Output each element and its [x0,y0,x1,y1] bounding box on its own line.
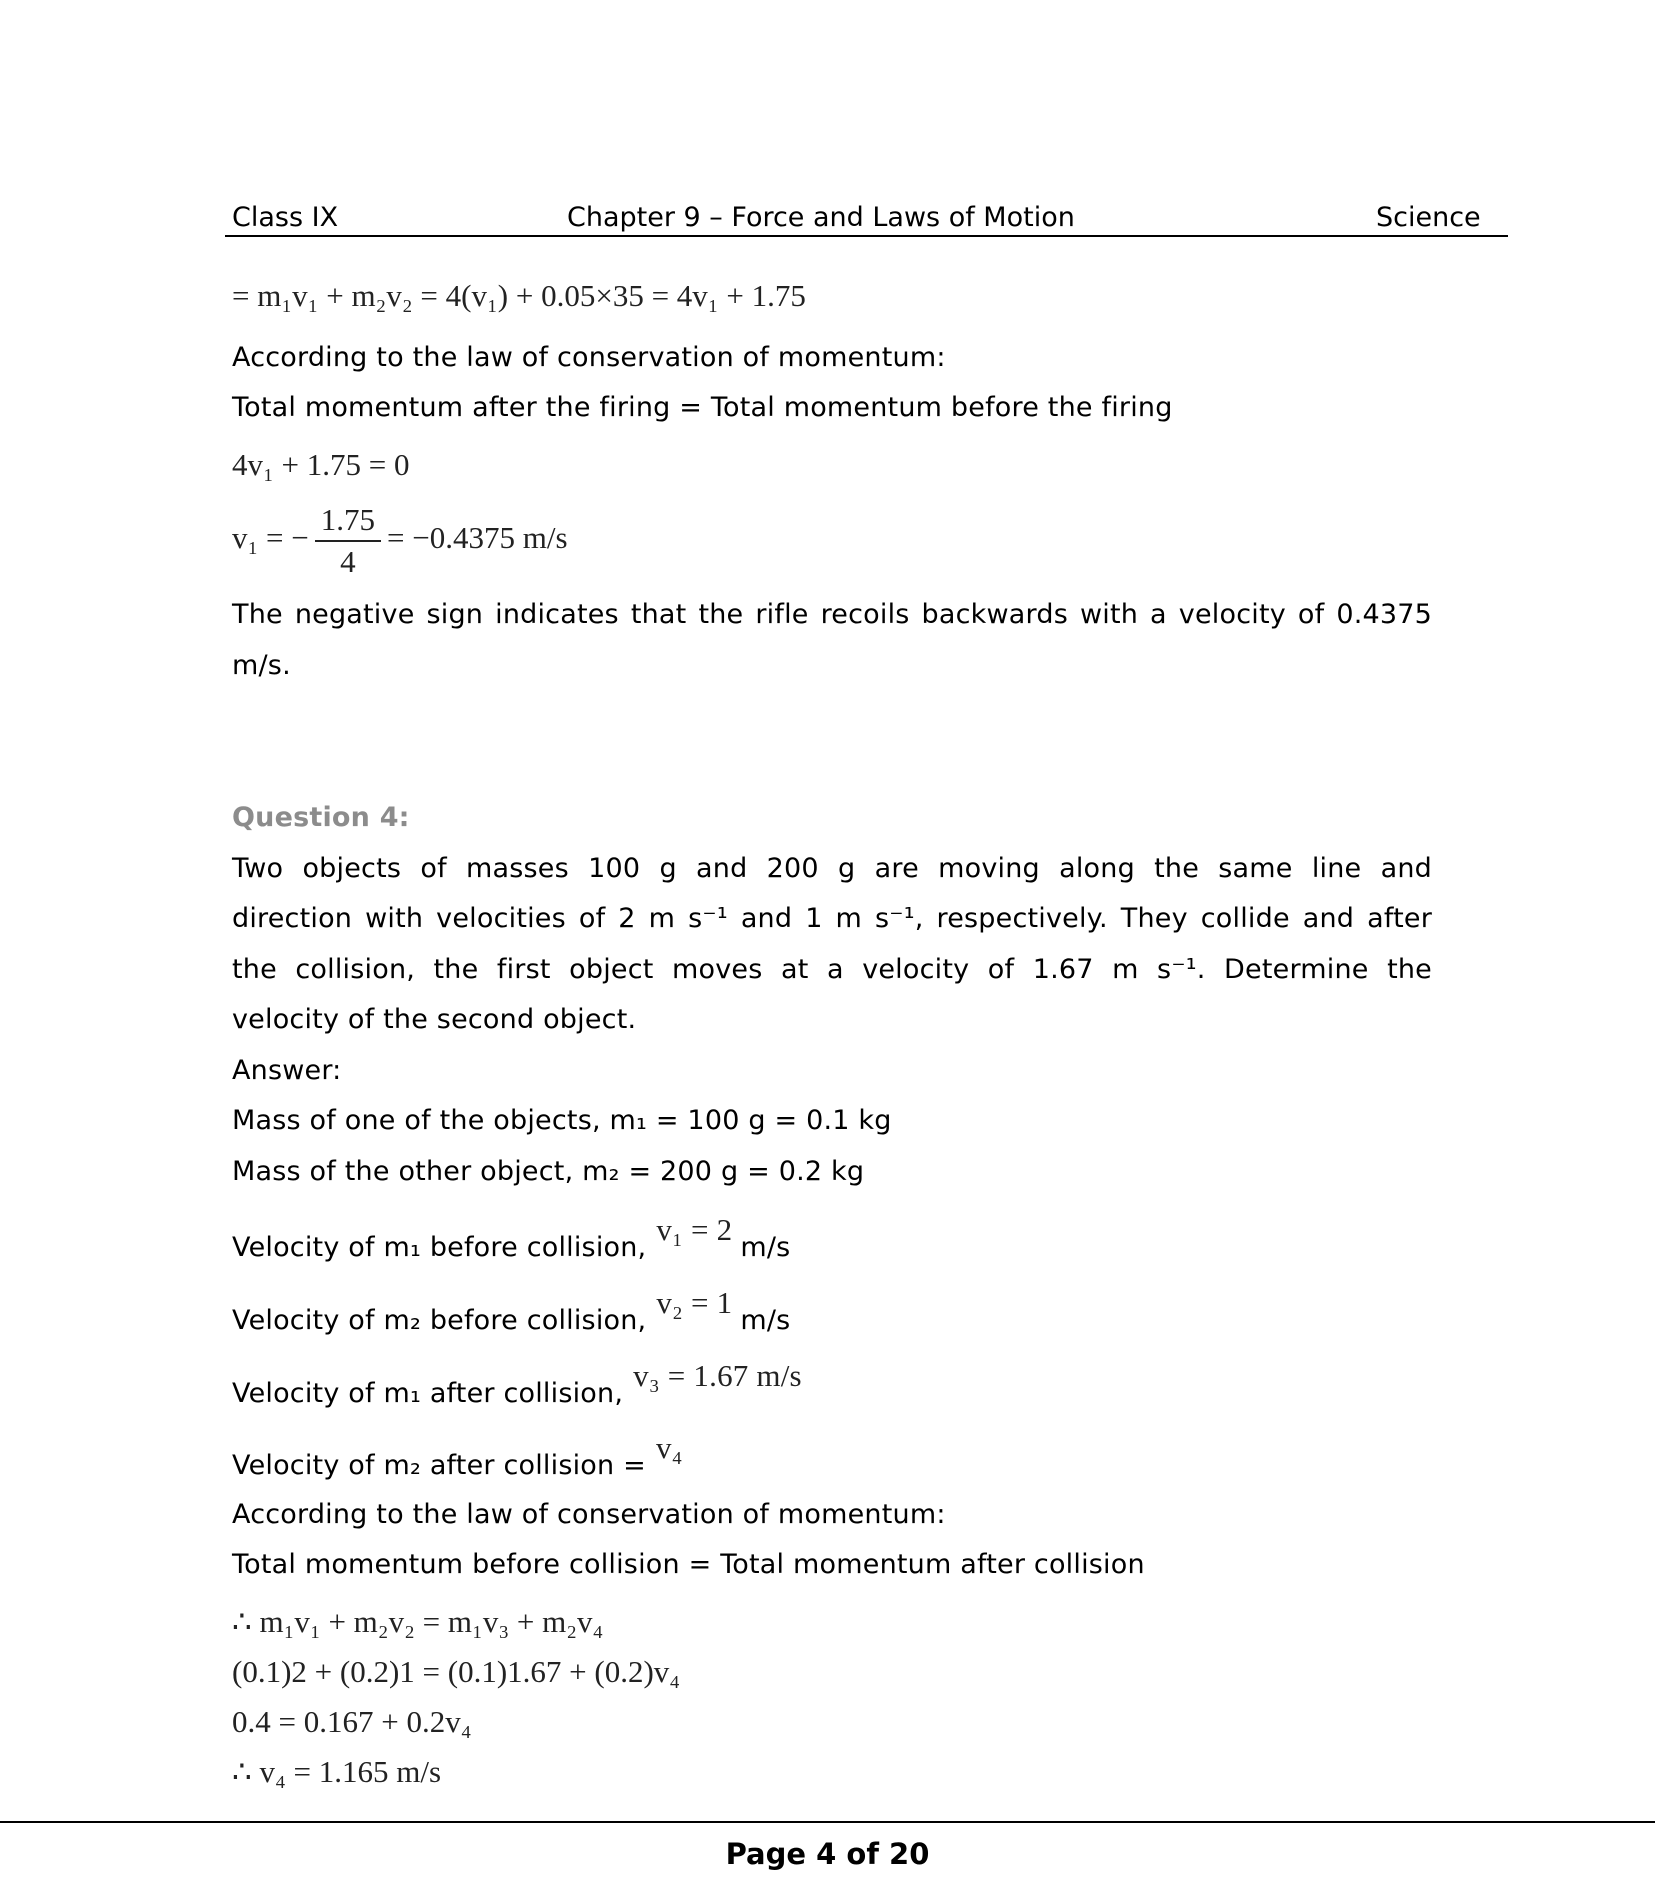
header-rule [225,235,1508,237]
equation-2: (0.1)2 + (0.2)1 = (0.1)1.67 + (0.2)v₄ [232,1654,681,1689]
equation-3: 0.4 = 0.167 + 0.2v₄ [232,1704,472,1739]
velocity-four-value: v₄ [655,1430,683,1465]
equation-v1-rhs: = −0.4375 m/s [387,520,568,556]
footer-rule [0,1821,1655,1823]
velocity-four-label: Velocity of m₂ after collision = [232,1450,646,1481]
header-subject: Science [1376,202,1481,233]
fraction-denominator: 4 [340,544,356,579]
velocity-two-row [232,1285,791,1338]
conclusion-line-1: The negative sign indicates that the rifle recoils backwards with a velocity of 0.4375 [232,599,1432,630]
equation-1: ∴ m₁v₁ + m₂v₂ = m₁v₃ + m₂v₄ [232,1604,604,1639]
question-text-line-1: Two objects of masses 100 g and 200 g are moving along the same line and [232,853,1432,884]
equation-v1-recoil [232,500,568,582]
equation-set-zero: 4v₁ + 1.75 = 0 [232,447,410,482]
velocity-three-row [232,1358,810,1411]
conclusion-line-2: m/s. [232,650,291,681]
velocity-one-value: v₁ = 2 [656,1212,733,1247]
mass-one: Mass of one of the objects, m₁ = 100 g = 0.1 kg [232,1105,892,1136]
question-text-line-4: velocity of the second object. [232,1004,637,1035]
velocity-two-value: v₂ = 1 [656,1285,733,1320]
header-chapter: Chapter 9 – Force and Laws of Motion [567,202,1075,233]
velocity-one-unit: m/s [740,1232,791,1263]
mass-two: Mass of the other object, m₂ = 200 g = 0.2 kg [232,1156,865,1187]
equation-v1-lhs: v₁ = − [232,520,309,556]
page-number: Page 4 of 20 [725,1837,930,1871]
conservation-statement-1: Total momentum after the firing = Total momentum before the firing [232,392,1173,423]
conservation-heading-1: According to the law of conservation of momentum: [232,342,946,373]
equation-momentum-after: = m₁v₁ + m₂v₂ = 4(v₁) + 0.05×35 = 4v₁ + 1.75 [232,278,806,313]
question-label: Question 4: [232,802,410,833]
fraction [315,500,381,582]
velocity-one-row [232,1212,791,1265]
velocity-three-label: Velocity of m₁ after collision, [232,1378,624,1409]
header-class: Class IX [232,202,339,233]
conservation-statement-2: Total momentum before collision = Total momentum after collision [232,1549,1145,1580]
equation-4: ∴ v₄ = 1.165 m/s [232,1754,442,1789]
velocity-one-label: Velocity of m₁ before collision, [232,1232,647,1263]
velocity-three-value: v₃ = 1.67 m/s [633,1358,802,1393]
velocity-four-row [232,1430,691,1483]
velocity-two-unit: m/s [740,1305,791,1336]
conservation-heading-2: According to the law of conservation of momentum: [232,1499,946,1530]
answer-label: Answer: [232,1055,342,1086]
fraction-numerator: 1.75 [315,500,381,542]
question-text-line-3: the collision, the first object moves at a velocity of 1.67 m s⁻¹. Determine the [232,954,1432,985]
question-text-line-2: direction with velocities of 2 m s⁻¹ and 1 m s⁻¹, respectively. They collide and after [232,903,1432,934]
velocity-two-label: Velocity of m₂ before collision, [232,1305,647,1336]
